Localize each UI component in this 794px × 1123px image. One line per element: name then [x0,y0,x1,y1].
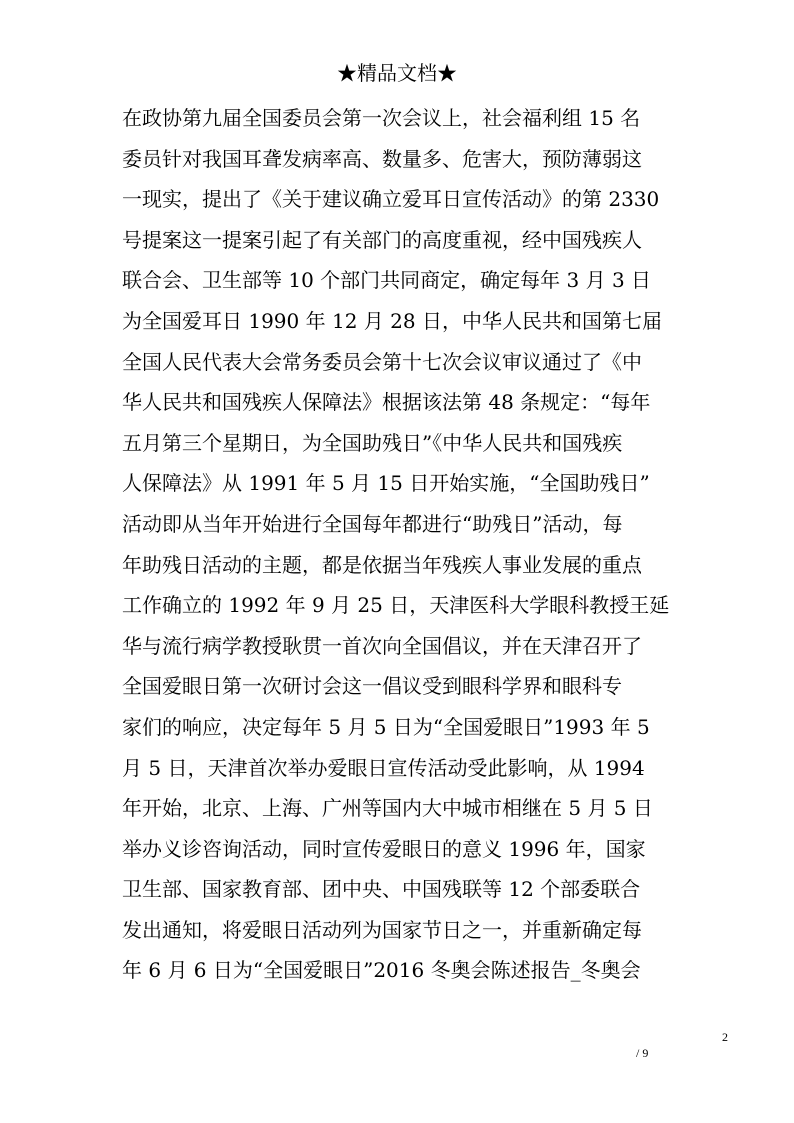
body-line: 家们的响应，决定每年 5 月 5 日为“全国爱眼日”1993 年 5 [122,714,650,739]
body-line: 年开始，北京、上海、广州等国内大中城市相继在 5 月 5 日 [122,796,653,821]
body-line: 号提案这一提案引起了有关部门的高度重视，经中国残疾人 [122,227,642,252]
body-line: 五月第三个星期日，为全国助残日”《中华人民共和国残疾 [122,430,623,455]
page-number: 2 [722,1030,728,1044]
body-line: 华与流行病学教授耿贯一首次向全国倡议，并在天津召开了 [122,633,642,658]
body-line: 年 6 月 6 日为“全国爱眼日”2016 冬奥会陈述报告_冬奥会 [122,958,641,983]
body-line: 为全国爱耳日 1990 年 12 月 28 日，中华人民共和国第七届 [122,308,662,333]
body-line: 举办义诊咨询活动，同时宣传爱眼日的意义 1996 年，国家 [122,836,646,861]
body-line: 华人民共和国残疾人保障法》根据该法第 48 条规定：“每年 [122,390,651,415]
body-line: 委员针对我国耳聋发病率高、数量多、危害大，预防薄弱这 [122,146,642,171]
body-line: 一现实，提出了《关于建议确立爱耳日宣传活动》的第 2330 [122,187,660,212]
body-line: 发出通知，将爱眼日活动列为国家节日之一，并重新确定每 [122,917,642,942]
page-total: / 9 [636,1046,649,1060]
body-line: 活动即从当年开始进行全国每年都进行“助残日”活动，每 [122,511,623,536]
body-line: 工作确立的 1992 年 9 月 25 日，天津医科大学眼科教授王延 [122,593,670,618]
body-line: 联合会、卫生部等 10 个部门共同商定，确定每年 3 月 3 日 [122,268,652,293]
document-body [122,98,682,991]
body-line: 全国人民代表大会常务委员会第十七次会议审议通过了《中 [122,349,642,374]
page-header-title: ★精品文档★ [337,61,457,85]
body-line: 全国爱眼日第一次研讨会这一倡议受到眼科学界和眼科专 [122,674,622,699]
body-line: 人保障法》从 1991 年 5 月 15 日开始实施，“全国助残日” [122,471,650,496]
body-line: 在政协第九届全国委员会第一次会议上，社会福利组 15 名 [122,106,641,130]
body-line: 年助残日活动的主题，都是依据当年残疾人事业发展的重点 [122,552,642,577]
body-line: 月 5 日，天津首次举办爱眼日宣传活动受此影响，从 1994 [122,755,645,780]
body-line: 卫生部、国家教育部、团中央、中国残联等 12 个部委联合 [122,877,641,902]
